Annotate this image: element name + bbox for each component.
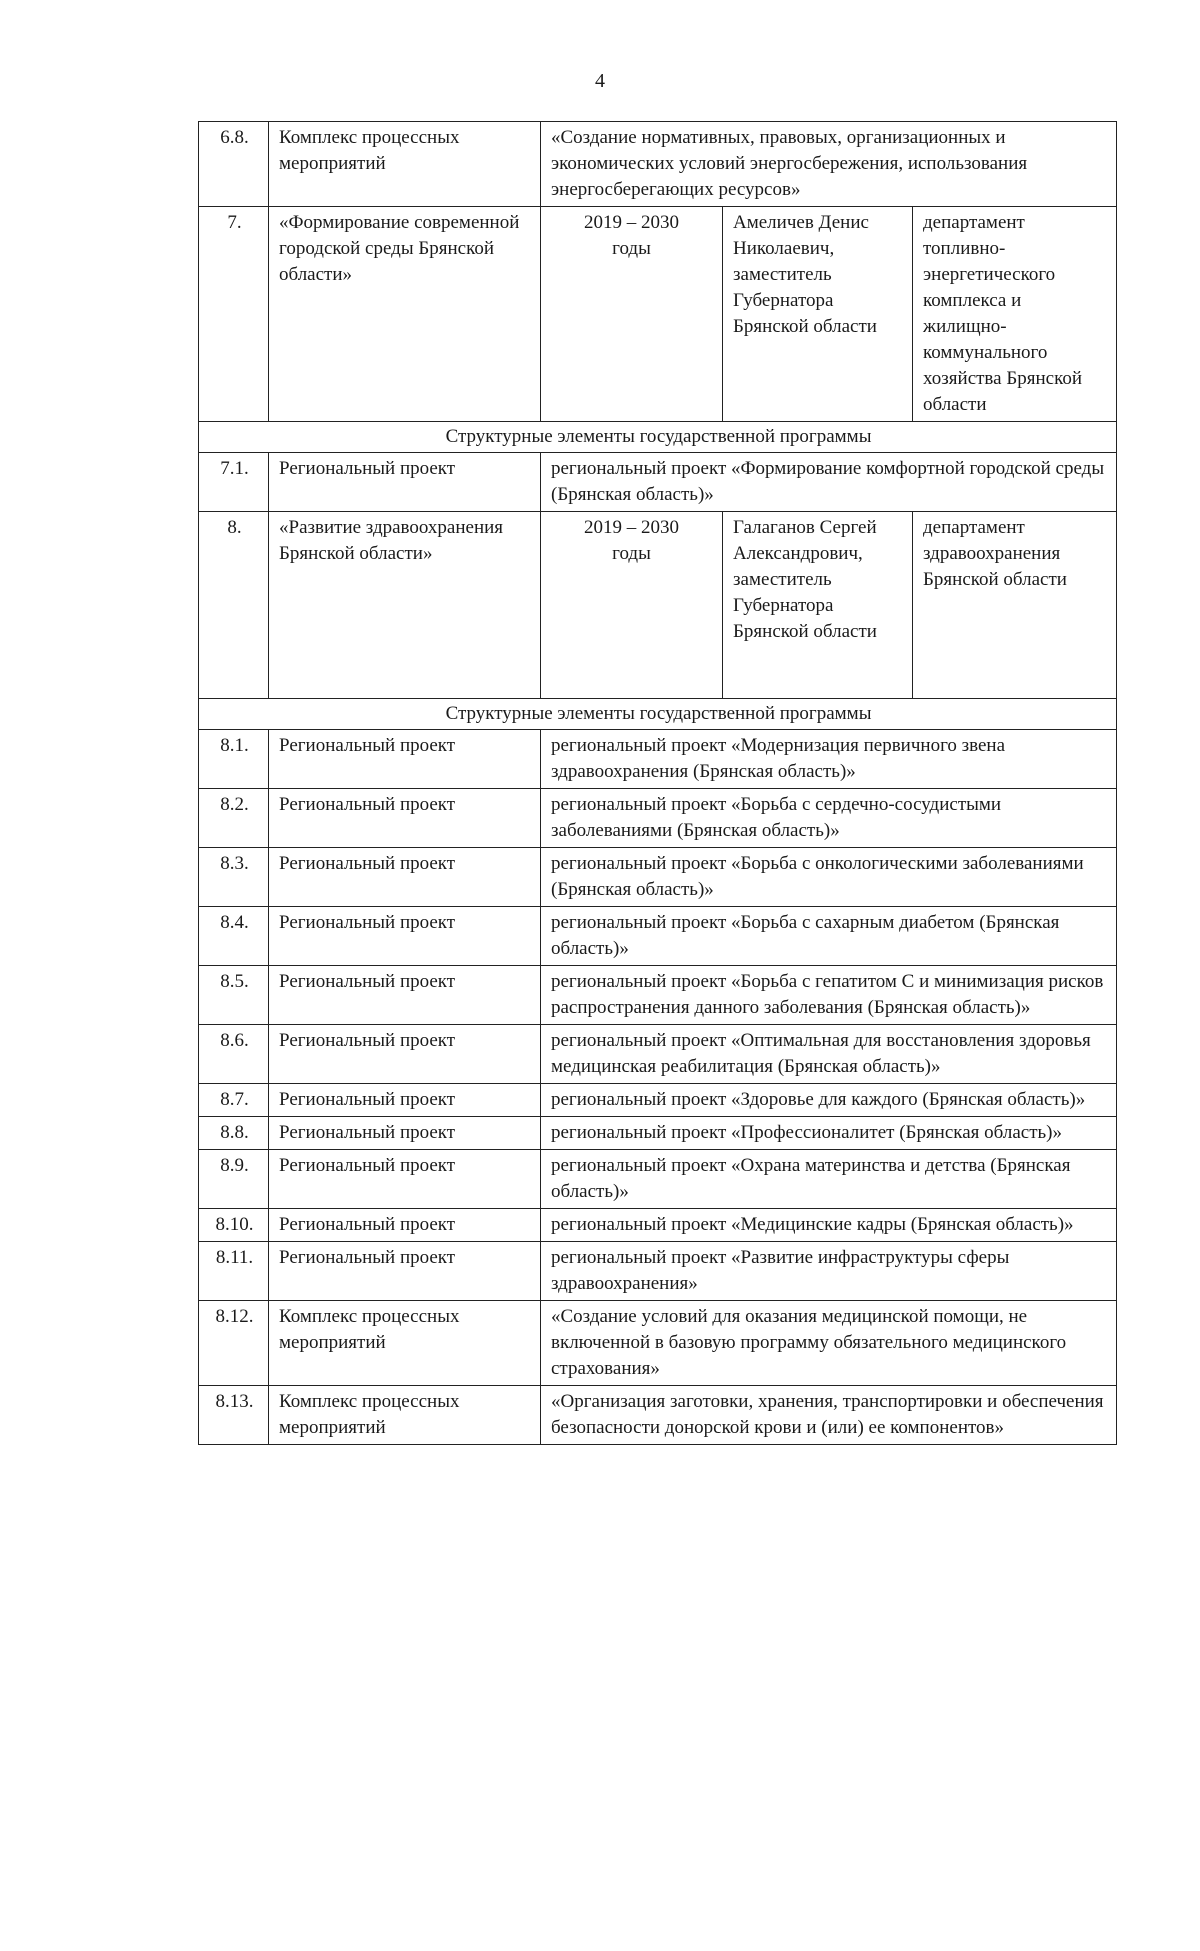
row-description: региональный проект «Развитие инфраструктуры сферы здравоохранения» [541,1242,1117,1301]
row-number: 8.7. [199,1084,269,1117]
table-row [199,453,1117,512]
program-name: «Формирование современной городской среды Брянской области» [269,207,541,422]
program-executor: департамент здравоохранения Брянской области [913,512,1117,699]
program-curator: Амеличев Денис Николаевич, заместитель Губернатора Брянской области [723,207,913,422]
row-number: 8.9. [199,1150,269,1209]
row-description: региональный проект «Оптимальная для восстановления здоровья медицинская реабилитация (Брянская область)» [541,1025,1117,1084]
row-kind: Региональный проект [269,730,541,789]
row-number: 7.1. [199,453,269,512]
row-number: 8.8. [199,1117,269,1150]
row-description: «Создание условий для оказания медицинской помощи, не включенной в базовую программу обязательного медицинского страхования» [541,1301,1117,1386]
row-kind: Региональный проект [269,789,541,848]
table-row [199,1025,1117,1084]
row-kind: Комплекс процессных мероприятий [269,1301,541,1386]
page-number: 4 [595,70,605,92]
row-kind: Региональный проект [269,1117,541,1150]
program-period: 2019 – 2030 годы [541,207,723,422]
table-row [199,1301,1117,1386]
row-description: региональный проект «Борьба с онкологическими заболеваниями (Брянская область)» [541,848,1117,907]
section-header-row [199,422,1117,453]
program-row [199,512,1117,699]
table-row [199,907,1117,966]
row-kind: Региональный проект [269,907,541,966]
row-number: 8.6. [199,1025,269,1084]
row-number: 8.4. [199,907,269,966]
row-description: региональный проект «Здоровье для каждого (Брянская область)» [541,1084,1117,1117]
row-description: региональный проект «Медицинские кадры (Брянская область)» [541,1209,1117,1242]
row-kind: Комплекс процессных мероприятий [269,1386,541,1445]
section-header: Структурные элементы государственной программы [199,699,1117,730]
row-number: 8.10. [199,1209,269,1242]
row-description: «Организация заготовки, хранения, транспортировки и обеспечения безопасности донорской крови и (или) ее компонентов» [541,1386,1117,1445]
row-kind: Комплекс процессных мероприятий [269,122,541,207]
row-description: региональный проект «Профессионалитет (Брянская область)» [541,1117,1117,1150]
program-executor: департамент топливно-энергетического комплекса и жилищно-коммунального хозяйства Брянской области [913,207,1117,422]
row-description: региональный проект «Борьба с гепатитом С и минимизация рисков распространения данного заболевания (Брянская область)» [541,966,1117,1025]
table-row [199,1150,1117,1209]
row-description: региональный проект «Модернизация первичного звена здравоохранения (Брянская область)» [541,730,1117,789]
table-row [199,1084,1117,1117]
table-row [199,1242,1117,1301]
table-row [199,848,1117,907]
row-description: региональный проект «Охрана материнства и детства (Брянская область)» [541,1150,1117,1209]
row-kind: Региональный проект [269,1209,541,1242]
table-row [199,1386,1117,1445]
program-row [199,207,1117,422]
table-row [199,122,1117,207]
program-name: «Развитие здравоохранения Брянской области» [269,512,541,699]
row-number: 8.2. [199,789,269,848]
row-kind: Региональный проект [269,1084,541,1117]
program-number: 7. [199,207,269,422]
table-row [199,1117,1117,1150]
row-number: 8.13. [199,1386,269,1445]
program-curator: Галаганов Сергей Александрович, заместитель Губернатора Брянской области [723,512,913,699]
row-number: 8.1. [199,730,269,789]
row-description: «Создание нормативных, правовых, организационных и экономических условий энергосбережения, использования энергосберегающих ресурсов» [541,122,1117,207]
row-number: 8.3. [199,848,269,907]
section-header: Структурные элементы государственной программы [199,422,1117,453]
table-row [199,730,1117,789]
row-kind: Региональный проект [269,1150,541,1209]
row-number: 8.5. [199,966,269,1025]
row-description: региональный проект «Формирование комфортной городской среды (Брянская область)» [541,453,1117,512]
row-number: 8.12. [199,1301,269,1386]
row-number: 8.11. [199,1242,269,1301]
row-number: 6.8. [199,122,269,207]
section-header-row [199,699,1117,730]
row-kind: Региональный проект [269,966,541,1025]
program-period: 2019 – 2030 годы [541,512,723,699]
row-kind: Региональный проект [269,1242,541,1301]
row-description: региональный проект «Борьба с сердечно-сосудистыми заболеваниями (Брянская область)» [541,789,1117,848]
table-row [199,789,1117,848]
row-kind: Региональный проект [269,848,541,907]
program-table [198,121,1117,1445]
row-kind: Региональный проект [269,1025,541,1084]
table-row [199,966,1117,1025]
program-number: 8. [199,512,269,699]
row-description: региональный проект «Борьба с сахарным диабетом (Брянская область)» [541,907,1117,966]
row-kind: Региональный проект [269,453,541,512]
table-row [199,1209,1117,1242]
